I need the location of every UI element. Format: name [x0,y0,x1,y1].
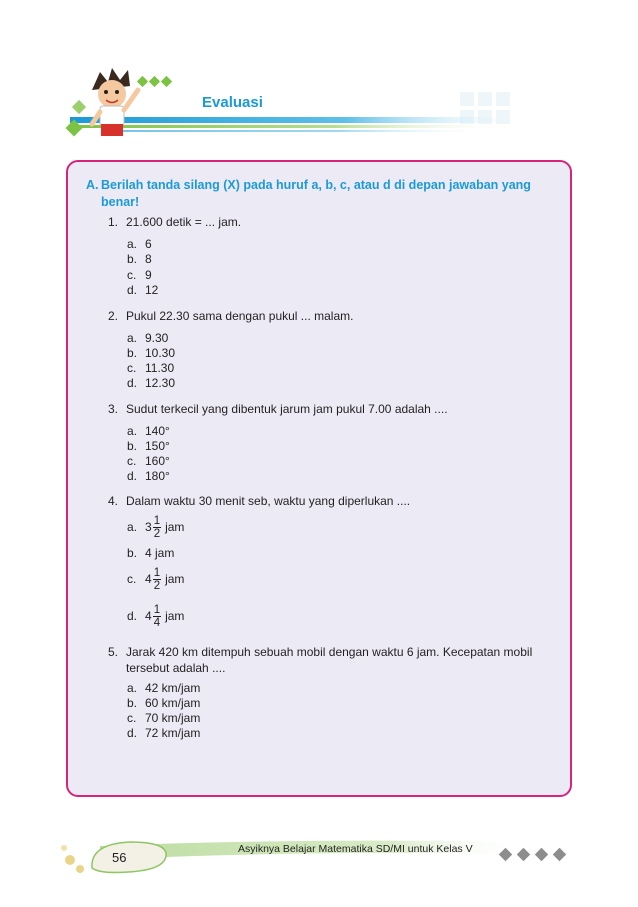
option-5b[interactable]: b. 60 km/jam [127,696,201,710]
question-text: 21.600 detik = ... jam. [126,215,242,229]
page-number: 56 [112,850,127,865]
option-1a[interactable]: a. 6 [127,237,152,251]
option-2b[interactable]: b. 10.30 [127,346,176,360]
option-4d[interactable]: d. 4 $\frac{1}{4}$ jam [127,604,185,629]
option-4a[interactable]: a. 3 $\frac{1}{2}$ jam [127,515,185,540]
question-text: Jarak 420 km ditempuh sebuah mobil dengan waktu 6 jam. Kecepatan mobil tersebut adalah .... [126,645,533,675]
header-banner [0,60,638,150]
book-title-caption: Asyiknya Belajar Matematika SD/MI untuk Kelas V [238,843,473,855]
fraction: $\frac{1}{2}$ [153,515,161,540]
question-text: Sudut terkecil yang dibentuk jarum jam pukul 7.00 adalah .... [126,402,448,416]
instruction-text: Berilah tanda silang (X) pada huruf a, b, c, atau d di depan jawaban yang benar! [101,178,531,209]
option-3b[interactable]: b. 150° [127,439,170,453]
question-text: Dalam waktu 30 menit seb, waktu yang diperlukan .... [126,494,411,508]
question-text: Pukul 22.30 sama dengan pukul ... malam. [126,309,354,323]
option-2a[interactable]: a. 9.30 [127,331,169,345]
option-5d[interactable]: d. 72 km/jam [127,726,201,740]
option-2d[interactable]: d. 12.30 [127,376,176,390]
option-3a[interactable]: a. 140° [127,424,170,438]
question-1: 1. 21.600 detik = ... jam. [108,214,558,230]
question-5: 5. Jarak 420 km ditempuh sebuah mobil dengan waktu 6 jam. Kecepatan mobil tersebut adalah .... [108,644,558,676]
option-1d[interactable]: d. 12 [127,283,159,297]
option-5a[interactable]: a. 42 km/jam [127,681,201,695]
option-1c[interactable]: c. 9 [127,268,152,282]
section-instruction [86,177,556,211]
option-1b[interactable]: b. 8 [127,252,152,266]
option-2c[interactable]: c. 11.30 [127,361,175,375]
section-marker: A. [86,178,99,192]
question-2: 2. Pukul 22.30 sama dengan pukul ... malam. [108,308,558,324]
question-4: 4. Dalam waktu 30 menit seb, waktu yang diperlukan .... [108,493,558,509]
fraction: $\frac{1}{2}$ [153,567,161,592]
question-3: 3. Sudut terkecil yang dibentuk jarum jam pukul 7.00 adalah .... [108,401,558,417]
page-title: Evaluasi [202,94,263,111]
option-4b[interactable]: b. 4 jam [127,546,175,560]
option-5c[interactable]: c. 70 km/jam [127,711,201,725]
diamond-icon [498,847,568,863]
option-4c[interactable]: c. 4 $\frac{1}{2}$ jam [127,567,185,592]
option-3c[interactable]: c. 160° [127,454,170,468]
fraction: $\frac{1}{4}$ [153,604,161,629]
option-3d[interactable]: d. 180° [127,469,170,483]
